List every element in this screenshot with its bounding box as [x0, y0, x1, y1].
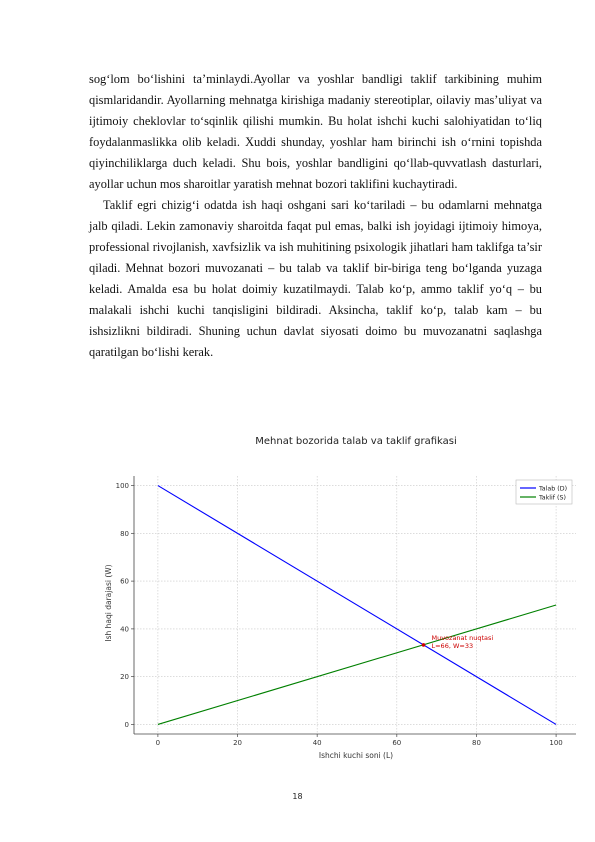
y-axis-label: Ish haqi darajasi (W) [104, 564, 113, 642]
paragraph: sog‘lom bo‘lishini ta’minlaydi.Ayollar va yoshlar bandligi taklif tarkibining muhim qismlaridandir. Ayollarning mehnatga kirishiga madaniy stereotiplar, oilaviy mas’uliyat va ijtimoiy cheklovlar to‘sqinlik qilishi mumkin. Bu holat ishchi kuchi salohiyatidan to‘liq foydalanmaslikka olib keladi. Xuddi shunday, yoshlar ham birinchi ish o‘rnini topishda qiyinchiliklarga duch keladi. Shu bois, yoshlar bandligini qo‘llab-quvvatlash dasturlari, ayollar uchun mos sharoitlar yaratish mehnat bozori taklifini kuchaytiradi. [89, 72, 542, 191]
y-tick-label: 100 [115, 482, 129, 491]
equilibrium-point [422, 643, 426, 647]
series-lines [158, 486, 556, 725]
y-tick-label: 40 [120, 625, 129, 634]
grid-lines [134, 476, 576, 734]
supply-demand-chart [96, 428, 586, 768]
chart-legend [516, 480, 572, 504]
legend-entry: Taklif (S) [539, 494, 566, 502]
x-tick-label: 100 [549, 739, 563, 747]
series-line [158, 605, 556, 724]
x-tick-label: 40 [312, 739, 322, 747]
x-tick-label: 60 [392, 739, 402, 747]
chart-canvas [96, 428, 586, 768]
axes [116, 476, 576, 747]
paragraph: Taklif egri chizig‘i odatda ish haqi oshgani sari ko‘tariladi – bu odamlarni mehnatga jalb qiladi. Lekin zamonaviy sharoitda faqat pul emas, balki ish joyidagi ijtimoiy himoya, professional rivojlanish, xavfsizlik va ish muhitining psixologik jihatlari ham taklifga ta’sir qiladi. Mehnat bozori muvozanati – bu talab va taklif bir-biriga teng bo‘lganda yuzaga keladi. Amalda esa bu holat doimiy kuzatilmaydi. Talab ko‘p, ammo taklif yo‘q – bu malakali ishchi kuchi tanqisligini bildiradi. Aksincha, taklif ko‘p, talab kam – bu ishsizlikni bildiradi. Shuning uchun davlat siyosati doimo bu muvozanatni saqlashga qaratilgan bo‘lishi kerak. [89, 198, 542, 359]
annotation-label: L=66, W=33 [431, 641, 474, 650]
series-line [158, 486, 556, 725]
page-number: 18 [292, 792, 303, 801]
y-tick-label: 20 [120, 673, 129, 682]
x-axis-label: Ishchi kuchi soni (L) [318, 751, 394, 760]
x-tick-label: 0 [155, 739, 161, 747]
chart-title: Mehnat bozorida talab va taklif grafikasi [255, 436, 457, 447]
x-tick-label: 20 [233, 739, 242, 747]
y-tick-label: 80 [120, 529, 129, 538]
y-tick-label: 60 [120, 577, 129, 586]
annotation-label: Muvozanat nuqtasi [431, 633, 494, 642]
y-tick-label: 0 [124, 720, 129, 729]
document-body [89, 69, 542, 363]
x-tick-label: 80 [471, 739, 481, 747]
equilibrium-annotation [422, 634, 494, 650]
legend-entry: Talab (D) [539, 485, 568, 493]
